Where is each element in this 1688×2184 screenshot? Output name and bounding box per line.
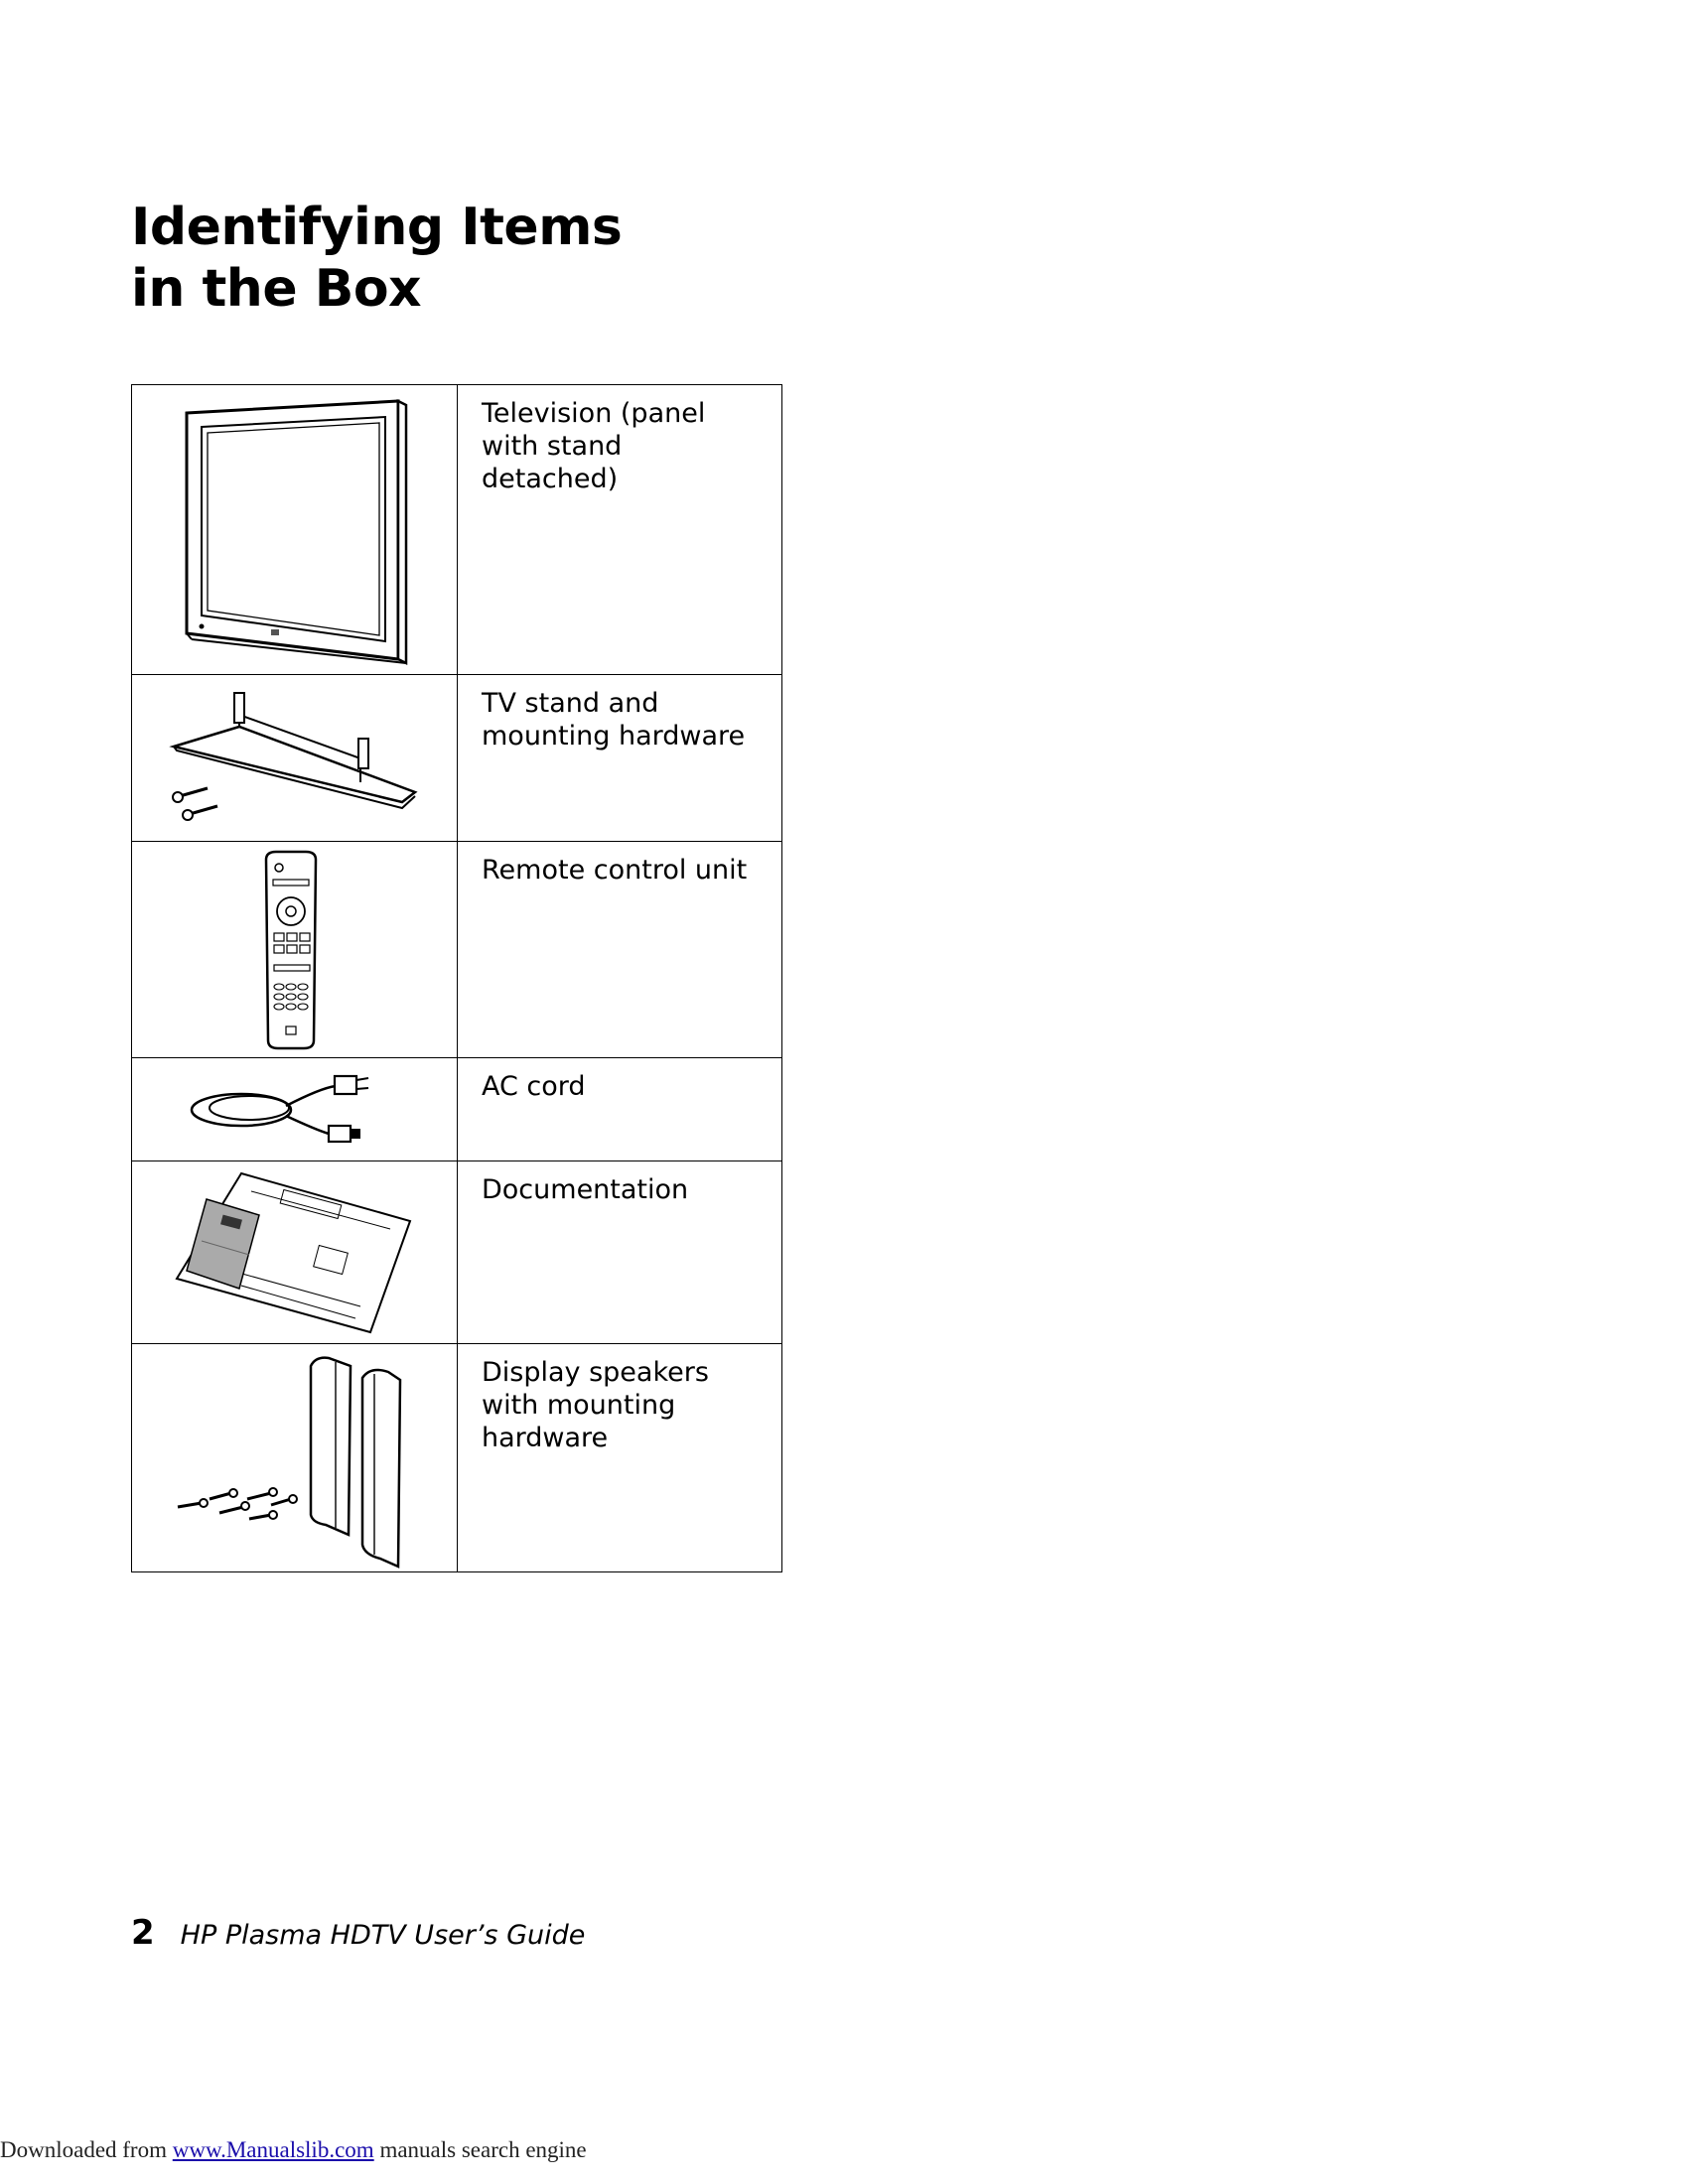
television-icon — [132, 385, 457, 673]
documentation-cell — [132, 1161, 458, 1344]
download-prefix: Downloaded from — [0, 2137, 173, 2162]
tv-stand-label: TV stand and mounting hardware — [458, 675, 782, 842]
television-label: Television (panel with stand detached) — [458, 385, 782, 675]
download-notice — [0, 2137, 587, 2163]
table-row — [132, 1161, 782, 1344]
speakers-cell — [132, 1344, 458, 1572]
table-row — [132, 385, 782, 675]
television-cell — [132, 385, 458, 675]
documentation-label: Documentation — [458, 1161, 782, 1344]
remote-control-cell — [132, 842, 458, 1058]
speakers-label: Display speakers with mounting hardware — [458, 1344, 782, 1572]
table-row — [132, 1344, 782, 1572]
ac-cord-cell — [132, 1058, 458, 1161]
documentation-icon — [132, 1161, 457, 1342]
table-row — [132, 1058, 782, 1161]
guide-title: HP Plasma HDTV User’s Guide — [180, 1920, 586, 1951]
items-in-box-table — [131, 384, 782, 1572]
table-row — [132, 842, 782, 1058]
page-footer — [131, 1913, 585, 1953]
ac-cord-icon — [132, 1058, 457, 1160]
speakers-icon — [132, 1344, 457, 1570]
page-title-line-2: in the Box — [131, 259, 422, 319]
download-suffix: manuals search engine — [373, 2137, 587, 2162]
table-row — [132, 675, 782, 842]
page-title — [131, 197, 622, 320]
page-number: 2 — [131, 1913, 155, 1953]
remote-control-icon — [132, 842, 457, 1056]
ac-cord-label: AC cord — [458, 1058, 782, 1161]
remote-control-label: Remote control unit — [458, 842, 782, 1058]
page-title-line-1: Identifying Items — [131, 198, 623, 257]
manualslib-link[interactable]: www.Manualslib.com — [172, 2137, 374, 2162]
tv-stand-cell — [132, 675, 458, 842]
tv-stand-icon — [132, 675, 457, 840]
